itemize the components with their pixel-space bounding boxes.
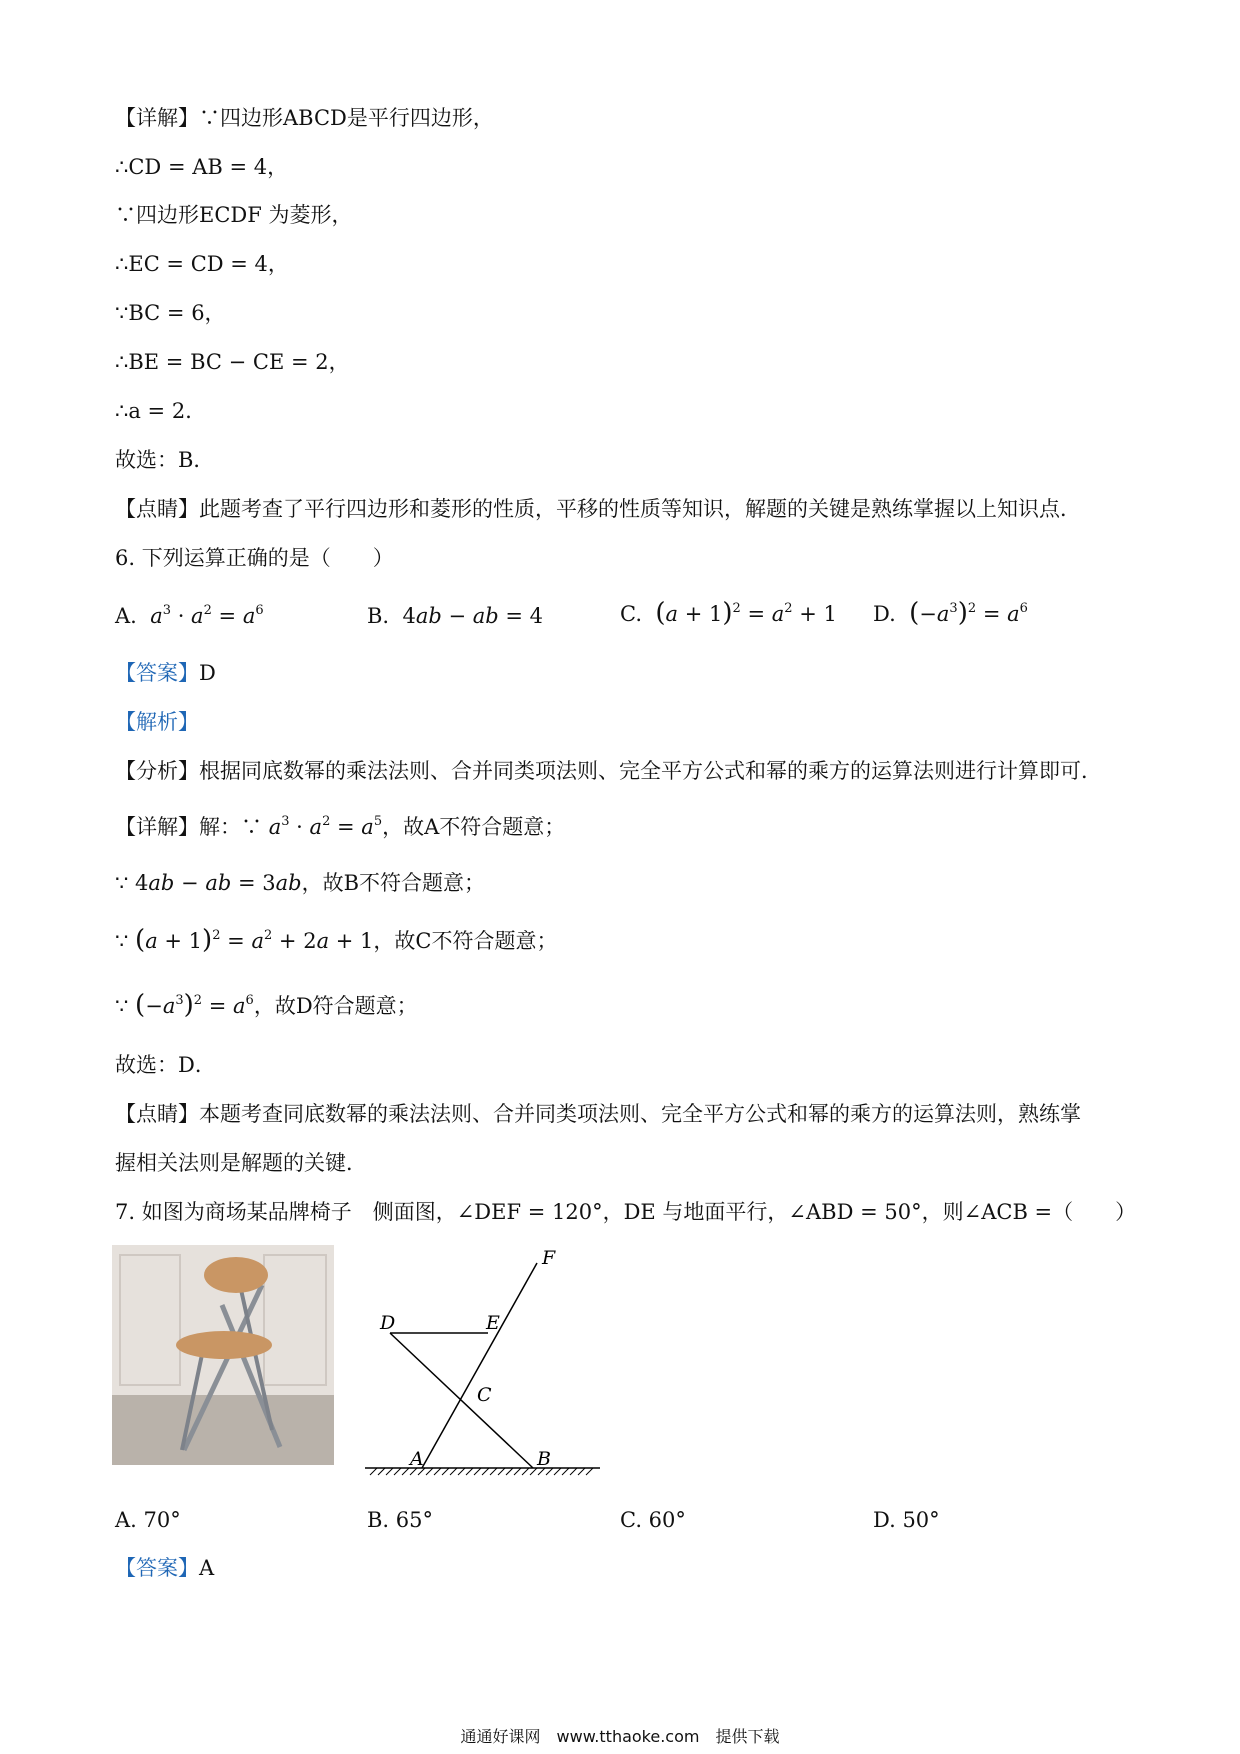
- q5-detail-line-4: ∴EC = CD = 4，: [115, 252, 289, 276]
- chair-photo: [112, 1245, 334, 1465]
- q7-option-b: B. 65°: [367, 1508, 434, 1532]
- q7-option-d: D. 50°: [873, 1508, 940, 1532]
- q5-detail-line-7: ∴a = 2．: [115, 399, 207, 423]
- q6-answer-value: D: [199, 661, 216, 685]
- q5-detail-line-3: ∵四边形ECDF 为菱形，: [115, 203, 353, 227]
- q5-detail-line-1: 【详解】∵四边形ABCD是平行四边形，: [115, 106, 494, 130]
- segment-AF: [422, 1263, 537, 1468]
- q6-option-c-label: C.: [620, 602, 642, 626]
- q6-option-d-label: D.: [873, 602, 896, 626]
- q7-option-c: C. 60°: [620, 1508, 686, 1532]
- q7-stem: 7. 如图为商场某品牌椅子 侧面图，∠DEF = 120°，DE 与地面平行，∠ABD = 50°，则∠ACB =（ ）: [115, 1200, 1137, 1224]
- q6-detail-line-2: ∵ 4ab − ab = 3ab，故B不符合题意；: [115, 871, 486, 895]
- q6-option-c: C. $(a + 1)^2 = a^2 + 1$: [620, 598, 837, 628]
- q6-option-a-label: A.: [115, 604, 137, 628]
- q6-option-d: D. $(-a^3)^2 = a^6$: [873, 598, 1028, 628]
- q7-answer: [115, 1553, 214, 1583]
- label-D: D: [380, 1312, 396, 1334]
- q6-answer: [115, 658, 216, 688]
- q5-detail-line-6: ∴BE = BC − CE = 2，: [115, 350, 350, 374]
- q6-option-a: A. $a^3 \cdot a^2 = a^6$: [115, 603, 264, 628]
- q6-detail-1-tail: ，故A不符合题意；: [382, 815, 566, 839]
- q6-answer-tag: 【答案】: [115, 661, 199, 685]
- q6-option-b-label: B.: [367, 604, 390, 628]
- q6-choice: 故选：D．: [115, 1053, 216, 1077]
- q6-detail-line-3: ∵ $(a + 1)^2 = a^2 + 2a + 1$，故C不符合题意；: [115, 925, 558, 955]
- label-F: F: [542, 1247, 556, 1269]
- q6-detail-4-tail: ，故D符合题意；: [253, 994, 418, 1018]
- q6-analysis: 【分析】根据同底数幂的乘法法则、合并同类项法则、完全平方公式和幂的乘方的运算法则进行计算即可．: [115, 759, 1102, 783]
- q7-option-a: A. 70°: [115, 1508, 181, 1532]
- label-B: B: [537, 1448, 551, 1470]
- label-C: C: [477, 1384, 492, 1406]
- label-E: E: [486, 1312, 500, 1334]
- q6-detail-2-tail: ，故B不符合题意；: [301, 871, 486, 895]
- q6-detail-3-tail: ，故C不符合题意；: [373, 929, 558, 953]
- q5-detail-line-2: ∴CD = AB = 4，: [115, 155, 289, 179]
- q6-detail-prefix: 【详解】解：: [115, 815, 241, 839]
- q7-answer-value: A: [199, 1556, 215, 1580]
- q6-detail-line-4: ∵ $(-a^3)^2 = a^6$，故D符合题意；: [115, 990, 418, 1020]
- q6-point-2: 握相关法则是解题的关键．: [115, 1151, 367, 1175]
- q5-detail-line-5: ∵BC = 6，: [115, 301, 226, 325]
- q7-answer-tag: 【答案】: [115, 1556, 199, 1580]
- footer-source: 通通好课网 www.tthaoke.com 提供下载: [460, 1727, 780, 1746]
- ground-hatching: [370, 1468, 593, 1475]
- q5-choice: 故选：B．: [115, 448, 215, 472]
- q5-point: 【点睛】此题考查了平行四边形和菱形的性质，平移的性质等知识，解题的关键是熟练掌握以上知识点．: [115, 497, 1081, 521]
- chair-photo-image: [112, 1245, 334, 1465]
- q6-option-b: B. 4ab − ab = 4: [367, 604, 544, 628]
- chair-side-diagram: [360, 1245, 605, 1485]
- q6-analysis-tag: 【解析】: [115, 710, 199, 734]
- q6-detail-line-1: 【详解】解：∵ $a^3 \cdot a^2 = a^5$，故A不符合题意；: [115, 814, 566, 839]
- q6-point-1: 【点睛】本题考查同底数幂的乘法法则、合并同类项法则、完全平方公式和幂的乘方的运算法则，熟练掌: [115, 1102, 1081, 1126]
- q6-stem: 6. 下列运算正确的是（ ）: [115, 546, 394, 570]
- label-A: A: [410, 1448, 424, 1470]
